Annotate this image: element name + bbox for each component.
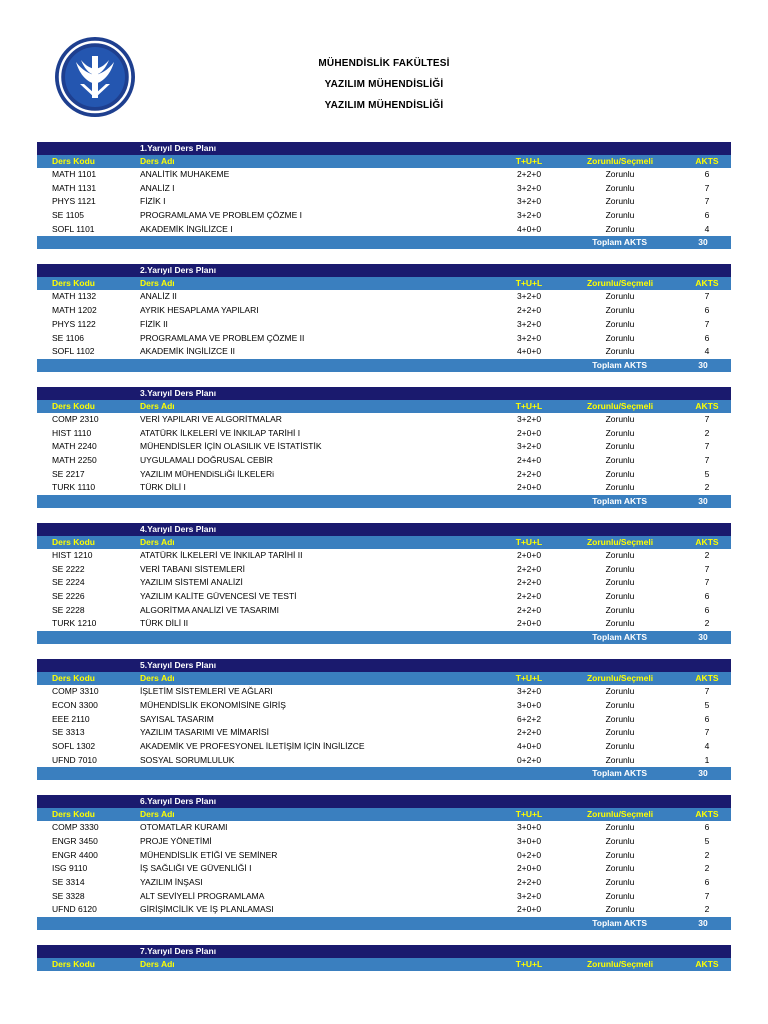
course-tul: 3+2+0	[516, 196, 542, 207]
column-header-zs: Zorunlu/Seçmeli	[586, 673, 654, 684]
course-zs: Zorunlu	[605, 577, 635, 588]
column-header-code: Ders Kodu	[52, 156, 95, 166]
course-tul: 2+2+0	[516, 877, 542, 887]
course-name: YAZILIM MÜHENDiSLiĞi İLKELERi	[140, 468, 274, 479]
total-akts-label: Toplam AKTS	[592, 768, 647, 779]
course-code: SE 3328	[52, 890, 85, 901]
column-header-name: Ders Adı	[140, 278, 175, 289]
course-akts: 2	[704, 849, 710, 860]
course-name: ALT SEVİYELİ PROGRAMLAMA	[140, 890, 265, 901]
column-header-row	[37, 808, 731, 821]
course-akts: 2	[704, 427, 710, 438]
course-row	[37, 903, 731, 917]
total-akts-value: 30	[698, 768, 708, 779]
department-title: YAZILIM MÜHENDİSLİĞİ	[324, 79, 444, 90]
course-row	[37, 590, 731, 604]
course-akts: 2	[704, 618, 710, 629]
course-code: PHYS 1122	[52, 318, 96, 329]
term-title: 2.Yarıyıl Ders Planı	[37, 264, 731, 277]
course-akts: 6	[704, 713, 710, 724]
course-tul: 2+0+0	[516, 863, 542, 874]
total-akts-row	[37, 767, 731, 780]
course-tul: 3+2+0	[516, 413, 542, 424]
column-header-zs: Zorunlu/Seçmeli	[586, 278, 654, 289]
course-tul: 3+0+0	[516, 822, 542, 833]
course-tul: 3+2+0	[516, 182, 542, 193]
course-name: ATATÜRK İLKELERİ VE İNKILAP TARİHİ I	[140, 427, 301, 438]
course-code: MATH 1101	[52, 169, 97, 179]
course-zs: Zorunlu	[605, 182, 635, 193]
course-akts: 7	[704, 686, 710, 697]
course-tul: 2+0+0	[516, 427, 542, 438]
column-header-code: Ders Kodu	[52, 537, 95, 547]
course-zs: Zorunlu	[605, 591, 635, 602]
course-akts: 7	[704, 182, 710, 193]
total-akts-row	[37, 917, 731, 930]
course-tul: 2+2+0	[516, 591, 542, 602]
course-name: ANALİZ II	[140, 291, 177, 302]
course-code: PHYS 1121	[52, 196, 96, 207]
total-akts-row	[37, 631, 731, 644]
column-header-row	[37, 400, 731, 413]
course-name: MÜHENDİSLİK EKONOMİSİNE GİRİŞ	[140, 699, 286, 710]
course-tul: 6+2+2	[516, 713, 542, 724]
course-akts: 4	[704, 346, 710, 357]
total-akts-row	[37, 236, 731, 249]
course-row	[37, 549, 731, 563]
column-header-zs: Zorunlu/Seçmeli	[586, 156, 654, 166]
column-header-tul: T+U+L	[515, 156, 543, 166]
course-zs: Zorunlu	[605, 618, 635, 629]
course-zs: Zorunlu	[605, 454, 635, 465]
course-tul: 2+0+0	[516, 550, 542, 560]
course-zs: Zorunlu	[605, 291, 635, 302]
column-header-name: Ders Adı	[140, 809, 175, 820]
column-header-zs: Zorunlu/Seçmeli	[586, 959, 654, 970]
course-zs: Zorunlu	[605, 318, 635, 329]
course-row	[37, 481, 731, 495]
course-row	[37, 876, 731, 890]
column-header-tul: T+U+L	[515, 809, 543, 820]
course-tul: 0+2+0	[516, 754, 542, 765]
total-akts-value: 30	[698, 359, 708, 370]
course-tul: 4+0+0	[516, 740, 542, 751]
course-akts: 7	[704, 890, 710, 901]
course-tul: 3+2+0	[516, 441, 542, 452]
course-row	[37, 318, 731, 332]
course-row	[37, 440, 731, 454]
column-header-akts: AKTS	[695, 673, 719, 684]
course-zs: Zorunlu	[605, 713, 635, 724]
column-header-code: Ders Kodu	[52, 673, 95, 684]
total-akts-label: Toplam AKTS	[592, 632, 647, 643]
course-akts: 7	[704, 441, 710, 452]
course-akts: 2	[704, 482, 710, 493]
course-tul: 3+2+0	[516, 332, 542, 343]
course-zs: Zorunlu	[605, 346, 635, 357]
column-header-tul: T+U+L	[515, 673, 543, 684]
column-header-name: Ders Adı	[140, 537, 175, 547]
course-row	[37, 726, 731, 740]
column-header-zs: Zorunlu/Seçmeli	[586, 809, 654, 820]
course-name: TÜRK DİLİ II	[140, 618, 189, 629]
course-akts: 1	[704, 754, 710, 765]
course-akts: 6	[704, 604, 710, 615]
course-row	[37, 849, 731, 863]
faculty-title: MÜHENDİSLİK FAKÜLTESİ	[318, 58, 450, 69]
column-header-akts: AKTS	[695, 278, 719, 289]
course-row	[37, 713, 731, 727]
column-header-row	[37, 155, 731, 168]
course-name: İŞ SAĞLIĞI VE GÜVENLİĞİ I	[140, 863, 252, 874]
course-akts: 6	[704, 822, 710, 833]
course-row	[37, 304, 731, 318]
course-row	[37, 468, 731, 482]
course-tul: 3+2+0	[516, 291, 542, 302]
term-title: 1.Yarıyıl Ders Planı	[37, 142, 731, 155]
course-tul: 2+2+0	[516, 169, 542, 179]
course-name: TÜRK DİLİ I	[140, 482, 186, 493]
column-header-name: Ders Adı	[140, 156, 175, 166]
course-code: COMP 2310	[52, 413, 99, 424]
course-akts: 7	[704, 563, 710, 574]
course-code: SE 3313	[52, 727, 85, 738]
total-akts-value: 30	[698, 632, 708, 643]
column-header-code: Ders Kodu	[52, 959, 95, 970]
course-code: SE 1106	[52, 332, 84, 343]
course-zs: Zorunlu	[605, 604, 635, 615]
course-code: SE 3314	[52, 877, 85, 887]
course-tul: 3+2+0	[516, 686, 542, 697]
course-code: MATH 2240	[52, 441, 97, 452]
column-header-name: Ders Adı	[140, 400, 175, 411]
course-akts: 7	[704, 454, 710, 465]
course-zs: Zorunlu	[605, 332, 635, 343]
course-code: MATH 2250	[52, 454, 97, 465]
course-name: PROJE YÖNETİMİ	[140, 835, 212, 846]
course-tul: 2+2+0	[516, 563, 542, 574]
course-tul: 2+2+0	[516, 577, 542, 588]
course-row	[37, 223, 731, 237]
course-zs: Zorunlu	[605, 727, 635, 738]
course-code: EEE 2110	[52, 713, 90, 724]
course-code: SE 2224	[52, 577, 85, 588]
term-title: 5.Yarıyıl Ders Planı	[37, 659, 731, 672]
total-akts-value: 30	[698, 918, 708, 929]
course-name: VERİ TABANI SİSTEMLERİ	[140, 563, 246, 574]
course-zs: Zorunlu	[605, 904, 635, 915]
course-row	[37, 576, 731, 590]
course-code: UFND 6120	[52, 904, 97, 915]
faculty-header	[0, 58, 768, 121]
course-akts: 6	[704, 305, 710, 316]
course-akts: 7	[704, 318, 710, 329]
course-code: MATH 1131	[52, 182, 97, 193]
term-title: 4.Yarıyıl Ders Planı	[37, 523, 731, 536]
term-table	[37, 264, 731, 371]
course-row	[37, 290, 731, 304]
course-name: MÜHENDİSLİK ETİĞİ VE SEMİNER	[140, 849, 278, 860]
course-akts: 7	[704, 577, 710, 588]
course-zs: Zorunlu	[605, 740, 635, 751]
course-akts: 2	[704, 863, 710, 874]
course-tul: 2+2+0	[516, 727, 542, 738]
term-title: 7.Yarıyıl Ders Planı	[37, 945, 731, 958]
course-akts: 6	[704, 877, 710, 887]
course-name: UYGULAMALI DOĞRUSAL CEBİR	[140, 454, 273, 465]
course-code: ENGR 3450	[52, 835, 98, 846]
course-tul: 2+0+0	[516, 904, 542, 915]
column-header-zs: Zorunlu/Seçmeli	[586, 537, 654, 547]
course-row	[37, 685, 731, 699]
course-zs: Zorunlu	[605, 223, 635, 234]
course-zs: Zorunlu	[605, 754, 635, 765]
curriculum-tables	[37, 142, 731, 986]
course-name: OTOMATLAR KURAMI	[140, 822, 228, 833]
course-tul: 2+0+0	[516, 482, 542, 493]
course-tul: 3+0+0	[516, 835, 542, 846]
course-row	[37, 413, 731, 427]
course-akts: 6	[704, 332, 710, 343]
course-tul: 4+0+0	[516, 346, 542, 357]
column-header-name: Ders Adı	[140, 959, 175, 970]
term-table	[37, 795, 731, 930]
total-akts-label: Toplam AKTS	[592, 359, 647, 370]
course-code: COMP 3330	[52, 822, 99, 833]
course-code: MATH 1132	[52, 291, 97, 302]
term-table	[37, 945, 731, 971]
course-code: SOFL 1101	[52, 223, 95, 234]
course-zs: Zorunlu	[605, 196, 635, 207]
course-tul: 2+2+0	[516, 305, 542, 316]
course-zs: Zorunlu	[605, 863, 635, 874]
course-akts: 7	[704, 291, 710, 302]
course-row	[37, 563, 731, 577]
course-akts: 5	[704, 835, 710, 846]
course-row	[37, 209, 731, 223]
course-row	[37, 345, 731, 359]
course-zs: Zorunlu	[605, 563, 635, 574]
column-header-code: Ders Kodu	[52, 809, 95, 820]
course-name: MÜHENDİSLER İÇİN OLASILIK VE İSTATİSTİK	[140, 441, 322, 452]
column-header-row	[37, 672, 731, 685]
course-akts: 4	[704, 740, 710, 751]
course-row	[37, 332, 731, 346]
course-code: SE 1105	[52, 210, 84, 221]
course-name: AKADEMİK İNGİLİZCE II	[140, 346, 235, 357]
total-akts-label: Toplam AKTS	[592, 918, 647, 929]
course-row	[37, 740, 731, 754]
term-table	[37, 659, 731, 780]
course-name: PROGRAMLAMA VE PROBLEM ÇÖZME I	[140, 210, 303, 221]
course-code: COMP 3310	[52, 686, 99, 697]
course-row	[37, 890, 731, 904]
column-header-row	[37, 958, 731, 971]
course-row	[37, 617, 731, 631]
term-table	[37, 142, 731, 249]
course-akts: 7	[704, 727, 710, 738]
course-zs: Zorunlu	[605, 822, 635, 833]
course-name: ANALİTİK MUHAKEME	[140, 169, 230, 179]
course-akts: 6	[704, 169, 710, 179]
course-zs: Zorunlu	[605, 413, 635, 424]
course-akts: 5	[704, 699, 710, 710]
column-header-tul: T+U+L	[515, 959, 543, 970]
course-name: AKADEMİK İNGİLİZCE I	[140, 223, 233, 234]
course-tul: 3+2+0	[516, 210, 542, 221]
course-name: YAZILIM SİSTEMİ ANALİZİ	[140, 577, 243, 588]
course-zs: Zorunlu	[605, 427, 635, 438]
course-row	[37, 195, 731, 209]
course-tul: 2+0+0	[516, 618, 542, 629]
course-name: ANALİZ I	[140, 182, 175, 193]
total-akts-label: Toplam AKTS	[592, 496, 647, 506]
course-zs: Zorunlu	[605, 441, 635, 452]
column-header-tul: T+U+L	[515, 278, 543, 289]
course-code: ISG 9110	[52, 863, 88, 874]
term-title: 3.Yarıyıl Ders Planı	[37, 387, 731, 400]
course-row	[37, 604, 731, 618]
course-akts: 6	[704, 210, 710, 221]
course-name: FİZİK II	[140, 318, 168, 329]
course-akts: 7	[704, 196, 710, 207]
term-title: 6.Yarıyıl Ders Planı	[37, 795, 731, 808]
course-zs: Zorunlu	[605, 835, 635, 846]
course-code: SE 2228	[52, 604, 85, 615]
course-tul: 2+2+0	[516, 604, 542, 615]
course-code: SE 2222	[52, 563, 85, 574]
course-zs: Zorunlu	[605, 877, 635, 887]
term-table	[37, 387, 731, 508]
course-row	[37, 182, 731, 196]
course-code: SOFL 1302	[52, 740, 96, 751]
course-code: SE 2217	[52, 468, 85, 479]
column-header-zs: Zorunlu/Seçmeli	[586, 400, 654, 411]
course-name: SOSYAL SORUMLULUK	[140, 754, 235, 765]
total-akts-value: 30	[698, 496, 708, 506]
course-code: TURK 1210	[52, 618, 97, 629]
column-header-code: Ders Kodu	[52, 278, 95, 289]
course-name: FİZİK I	[140, 196, 166, 207]
term-table	[37, 523, 731, 644]
course-tul: 0+2+0	[516, 849, 542, 860]
course-zs: Zorunlu	[605, 686, 635, 697]
course-name: YAZILIM KALİTE GÜVENCESİ VE TESTİ	[140, 591, 297, 602]
course-code: ECON 3300	[52, 699, 98, 710]
course-code: SOFL 1102	[52, 346, 95, 357]
course-row	[37, 862, 731, 876]
course-row	[37, 835, 731, 849]
column-header-akts: AKTS	[695, 809, 719, 820]
total-akts-label: Toplam AKTS	[592, 237, 647, 248]
course-name: PROGRAMLAMA VE PROBLEM ÇÖZME II	[140, 332, 305, 343]
course-name: YAZILIM İNŞASI	[140, 877, 203, 887]
course-code: UFND 7010	[52, 754, 97, 765]
column-header-akts: AKTS	[695, 156, 719, 166]
course-zs: Zorunlu	[605, 550, 635, 560]
course-zs: Zorunlu	[605, 169, 635, 179]
course-name: SAYISAL TASARIM	[140, 713, 214, 724]
program-title: YAZILIM MÜHENDİSLİĞİ	[324, 100, 444, 111]
course-zs: Zorunlu	[605, 482, 635, 493]
column-header-name: Ders Adı	[140, 673, 175, 684]
column-header-tul: T+U+L	[515, 537, 543, 547]
course-code: ENGR 4400	[52, 849, 98, 860]
course-akts: 2	[704, 904, 710, 915]
course-tul: 4+0+0	[516, 223, 542, 234]
course-tul: 3+2+0	[516, 318, 542, 329]
course-code: TURK 1110	[52, 482, 96, 493]
column-header-row	[37, 277, 731, 290]
course-name: VERİ YAPILARI VE ALGORİTMALAR	[140, 413, 282, 424]
course-code: HIST 1110	[52, 427, 92, 438]
course-tul: 3+2+0	[516, 890, 542, 901]
course-name: AYRIK HESAPLAMA YAPILARI	[140, 305, 259, 316]
course-name: GİRİŞİMCİLİK VE İŞ PLANLAMASI	[140, 904, 274, 915]
course-code: MATH 1202	[52, 305, 97, 316]
course-row	[37, 754, 731, 768]
course-tul: 2+2+0	[516, 468, 542, 479]
course-zs: Zorunlu	[605, 890, 635, 901]
column-header-code: Ders Kodu	[52, 400, 95, 411]
course-akts: 6	[704, 591, 710, 602]
course-row	[37, 821, 731, 835]
course-row	[37, 427, 731, 441]
course-name: YAZILIM TASARIMI VE MİMARİSİ	[140, 727, 269, 738]
column-header-akts: AKTS	[695, 400, 719, 411]
course-row	[37, 454, 731, 468]
course-code: HIST 1210	[52, 550, 93, 560]
course-akts: 5	[704, 468, 710, 479]
course-zs: Zorunlu	[605, 849, 635, 860]
column-header-akts: AKTS	[695, 537, 719, 547]
total-akts-row	[37, 495, 731, 508]
course-row	[37, 699, 731, 713]
course-name: AKADEMİK VE PROFESYONEL İLETİŞİM İÇİN İNGİLİZCE	[140, 740, 365, 751]
course-zs: Zorunlu	[605, 305, 635, 316]
course-zs: Zorunlu	[605, 468, 635, 479]
course-akts: 2	[704, 550, 710, 560]
course-name: ATATÜRK İLKELERİ VE İNKILAP TARİHİ II	[140, 550, 303, 560]
course-akts: 7	[704, 413, 710, 424]
column-header-row	[37, 536, 731, 549]
total-akts-value: 30	[698, 237, 708, 248]
total-akts-row	[37, 359, 731, 372]
course-zs: Zorunlu	[605, 210, 635, 221]
course-tul: 2+4+0	[516, 454, 542, 465]
course-zs: Zorunlu	[605, 699, 635, 710]
course-name: ALGORİTMA ANALİZİ VE TASARIMI	[140, 604, 280, 615]
course-row	[37, 168, 731, 182]
course-code: SE 2226	[52, 591, 85, 602]
column-header-akts: AKTS	[695, 959, 719, 970]
course-akts: 4	[704, 223, 710, 234]
course-tul: 3+0+0	[516, 699, 542, 710]
course-name: İŞLETİM SİSTEMLERİ VE AĞLARI	[140, 686, 273, 697]
column-header-tul: T+U+L	[515, 400, 543, 411]
